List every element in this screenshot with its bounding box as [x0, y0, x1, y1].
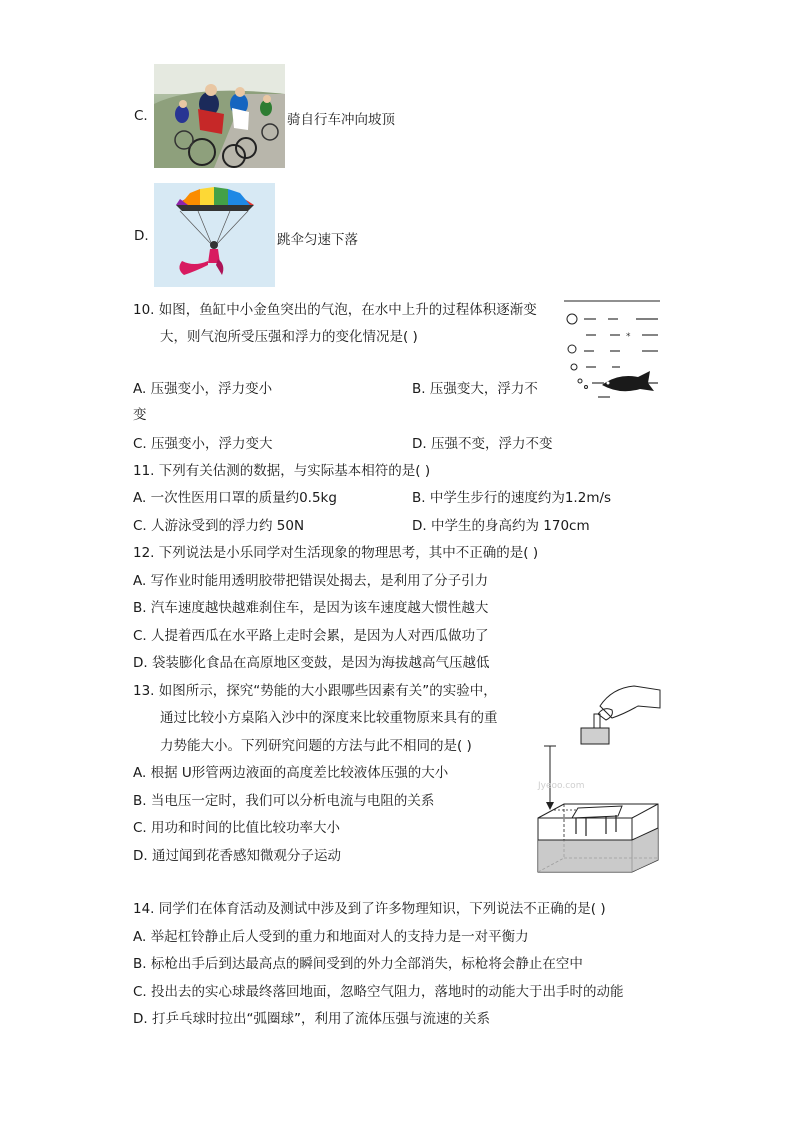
q12-stem: 12. 下列说法是小乐同学对生活现象的物理思考，其中不正确的是( ) — [133, 545, 539, 561]
cycling-photo — [154, 64, 285, 168]
q10-option-d: D. 压强不变，浮力不变 — [412, 436, 553, 452]
q10-option-a: A. 压强变小，浮力变小 — [133, 381, 273, 397]
q11-option-b: B. 中学生步行的速度约为1.2m/s — [412, 490, 612, 506]
q13-option-b: B. 当电压一定时，我们可以分析电流与电阻的关系 — [133, 793, 435, 809]
q12-option-b: B. 汽车速度越快越难刹住车，是因为该车速度越大惯性越大 — [133, 600, 489, 616]
q12-option-a: A. 写作业时能用透明胶带把错误处揭去，是利用了分子引力 — [133, 573, 489, 589]
q11-option-a: A. 一次性医用口罩的质量约0.5kg — [133, 490, 337, 506]
q10-option-b: B. 压强变大，浮力不 — [412, 381, 538, 397]
q14-stem: 14. 同学们在体育活动及测试中涉及到了许多物理知识，下列说法不正确的是( ) — [133, 901, 606, 917]
parachute-photo — [154, 183, 275, 287]
sand-table-figure — [534, 684, 662, 874]
q11-stem: 11. 下列有关估测的数据，与实际基本相符的是( ) — [133, 463, 431, 479]
option-d-caption: 跳伞匀速下落 — [277, 232, 358, 248]
option-d-letter: D. — [134, 228, 149, 244]
option-c-caption: 骑自行车冲向坡顶 — [287, 112, 395, 128]
q11-option-c: C. 人游泳受到的浮力约 50N — [133, 518, 305, 534]
q14-option-d: D. 打乒乓球时拉出“弧圈球”，利用了流体压强与流速的关系 — [133, 1011, 490, 1027]
q14-option-b: B. 标枪出手后到达最高点的瞬间受到的外力全部消失，标枪将会静止在空中 — [133, 956, 583, 972]
q10-option-b-wrap: 变 — [133, 407, 147, 423]
q14-option-c: C. 投出去的实心球最终落回地面，忽略空气阻力，落地时的动能大于出手时的动能 — [133, 984, 624, 1000]
q13-stem-line2: 通过比较小方桌陷入沙中的深度来比较重物原来具有的重 — [160, 710, 498, 726]
q14-option-a: A. 举起杠铃静止后人受到的重力和地面对人的支持力是一对平衡力 — [133, 929, 529, 945]
svg-text:*: * — [626, 332, 631, 342]
q12-option-c: C. 人提着西瓜在水平路上走时会累，是因为人对西瓜做功了 — [133, 628, 489, 644]
q13-stem-line3: 力势能大小。下列研究问题的方法与此不相同的是( ) — [160, 738, 472, 754]
q10-option-c: C. 压强变小，浮力变大 — [133, 436, 273, 452]
q10-stem-line1: 10. 如图，鱼缸中小金鱼突出的气泡，在水中上升的过程体积逐渐变 — [133, 302, 537, 318]
q13-option-a: A. 根据 U形管两边液面的高度差比较液体压强的大小 — [133, 765, 449, 781]
option-c-letter: C. — [134, 108, 148, 124]
q10-stem-line2: 大，则气泡所受压强和浮力的变化情况是( ) — [160, 329, 418, 345]
q13-option-c: C. 用功和时间的比值比较功率大小 — [133, 820, 341, 836]
q13-stem-line1: 13. 如图所示，探究“势能的大小跟哪些因素有关”的实验中， — [133, 683, 497, 699]
fish-tank-figure — [562, 297, 662, 405]
q12-option-d: D. 袋装膨化食品在高原地区变鼓，是因为海拔越高气压越低 — [133, 655, 490, 671]
q11-option-d: D. 中学生的身高约为 170cm — [412, 518, 590, 534]
q13-option-d: D. 通过闻到花香感知微观分子运动 — [133, 848, 341, 864]
jyeoo-watermark: Jyeoo.com — [538, 781, 585, 791]
